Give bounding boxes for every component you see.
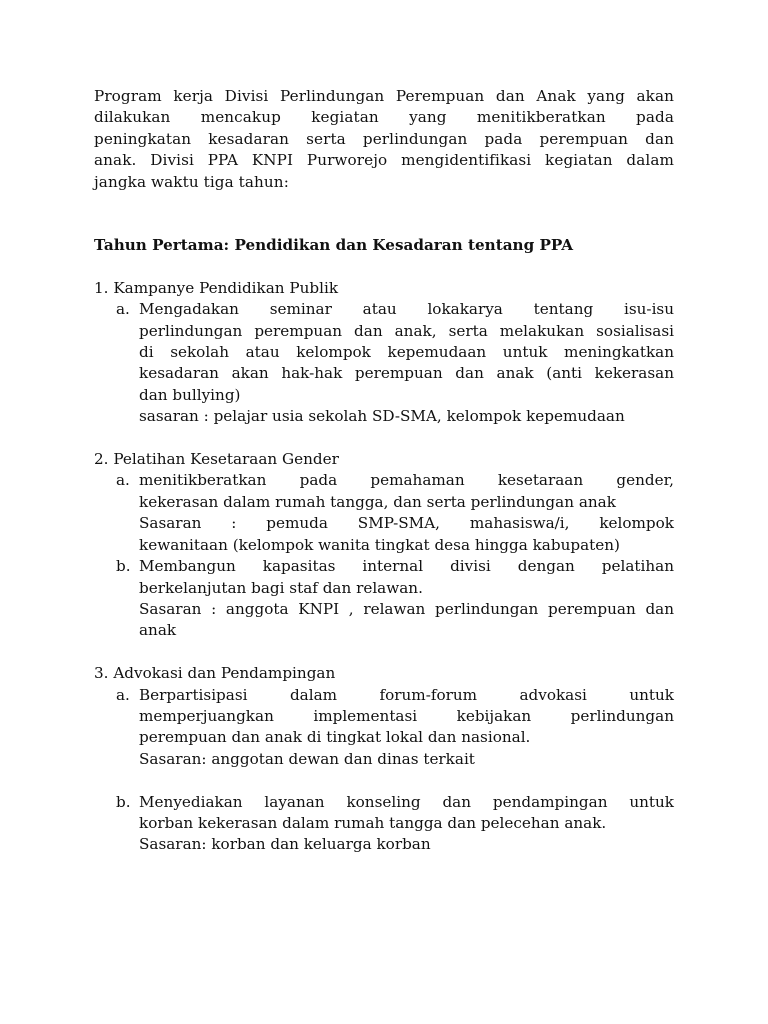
list-item <box>94 556 674 642</box>
list-marker: a. <box>116 685 130 704</box>
list-item <box>94 470 674 556</box>
item-target: Sasaran: anggotan dewan dan dinas terkait <box>139 749 475 768</box>
item-target: anak <box>139 621 177 640</box>
intro-paragraph <box>94 86 674 193</box>
item-line: kesadaran akan hak-hak perempuan dan anak (anti kekerasan <box>139 364 674 383</box>
item-target: Sasaran: korban dan keluarga korban <box>139 835 431 854</box>
intro-line: anak. Divisi PPA KNPI Purworejo mengidentifikasi kegiatan dalam <box>94 151 674 170</box>
item-target: kewanitaan (kelompok wanita tingkat desa hingga kabupaten) <box>139 535 620 554</box>
item-line: dan bullying) <box>139 385 241 404</box>
item-line: kekerasan dalam rumah tangga, dan serta perlindungan anak <box>139 492 616 511</box>
intro-line: peningkatan kesadaran serta perlindungan pada perempuan dan <box>94 129 674 148</box>
section-title: 1. Kampanye Pendidikan Publik <box>94 278 339 297</box>
section-title: 3. Advokasi dan Pendampingan <box>94 664 336 683</box>
item-target: Sasaran : anggota KNPI , relawan perlindungan perempuan dan <box>139 599 674 618</box>
intro-line: jangka waktu tiga tahun: <box>94 172 289 191</box>
intro-line: Program kerja Divisi Perlindungan Perempuan dan Anak yang akan <box>94 87 674 105</box>
list-marker: b. <box>116 557 131 576</box>
item-line: perlindungan perempuan dan anak, serta melakukan sosialisasi <box>139 321 674 340</box>
item-target: Sasaran : pemuda SMP-SMA, mahasiswa/i, kelompok <box>139 514 674 533</box>
list-marker: a. <box>116 300 130 319</box>
list-item <box>94 685 674 771</box>
list-marker: b. <box>116 792 131 811</box>
intro-line: dilakukan mencakup kegiatan yang menitikberatkan pada <box>94 108 674 127</box>
item-target: sasaran : pelajar usia sekolah SD-SMA, kelompok kepemudaan <box>139 407 625 426</box>
item-line: Membangun kapasitas internal divisi dengan pelatihan <box>139 557 674 576</box>
item-line: perempuan dan anak di tingkat lokal dan nasional. <box>139 728 531 747</box>
list-item <box>94 299 674 427</box>
item-line: berkelanjutan bagi staf dan relawan. <box>139 578 423 597</box>
section-title: 2. Pelatihan Kesetaraan Gender <box>94 450 339 469</box>
list-marker: a. <box>116 471 130 490</box>
item-line: Menyediakan layanan konseling dan pendampingan untuk <box>139 792 674 811</box>
item-line: di sekolah atau kelompok kepemudaan untuk meningkatkan <box>139 343 674 362</box>
item-line: korban kekerasan dalam rumah tangga dan pelecehan anak. <box>139 813 607 832</box>
item-line: Berpartisipasi dalam forum-forum advokasi untuk <box>139 685 674 704</box>
section-heading: Tahun Pertama: Pendidikan dan Kesadaran tentang PPA <box>94 236 574 255</box>
item-line: memperjuangkan implementasi kebijakan perlindungan <box>139 706 674 725</box>
item-line: Mengadakan seminar atau lokakarya tentang isu-isu <box>139 300 674 319</box>
list-item <box>94 792 674 856</box>
item-line: menitikberatkan pada pemahaman kesetaraan gender, <box>139 471 674 490</box>
